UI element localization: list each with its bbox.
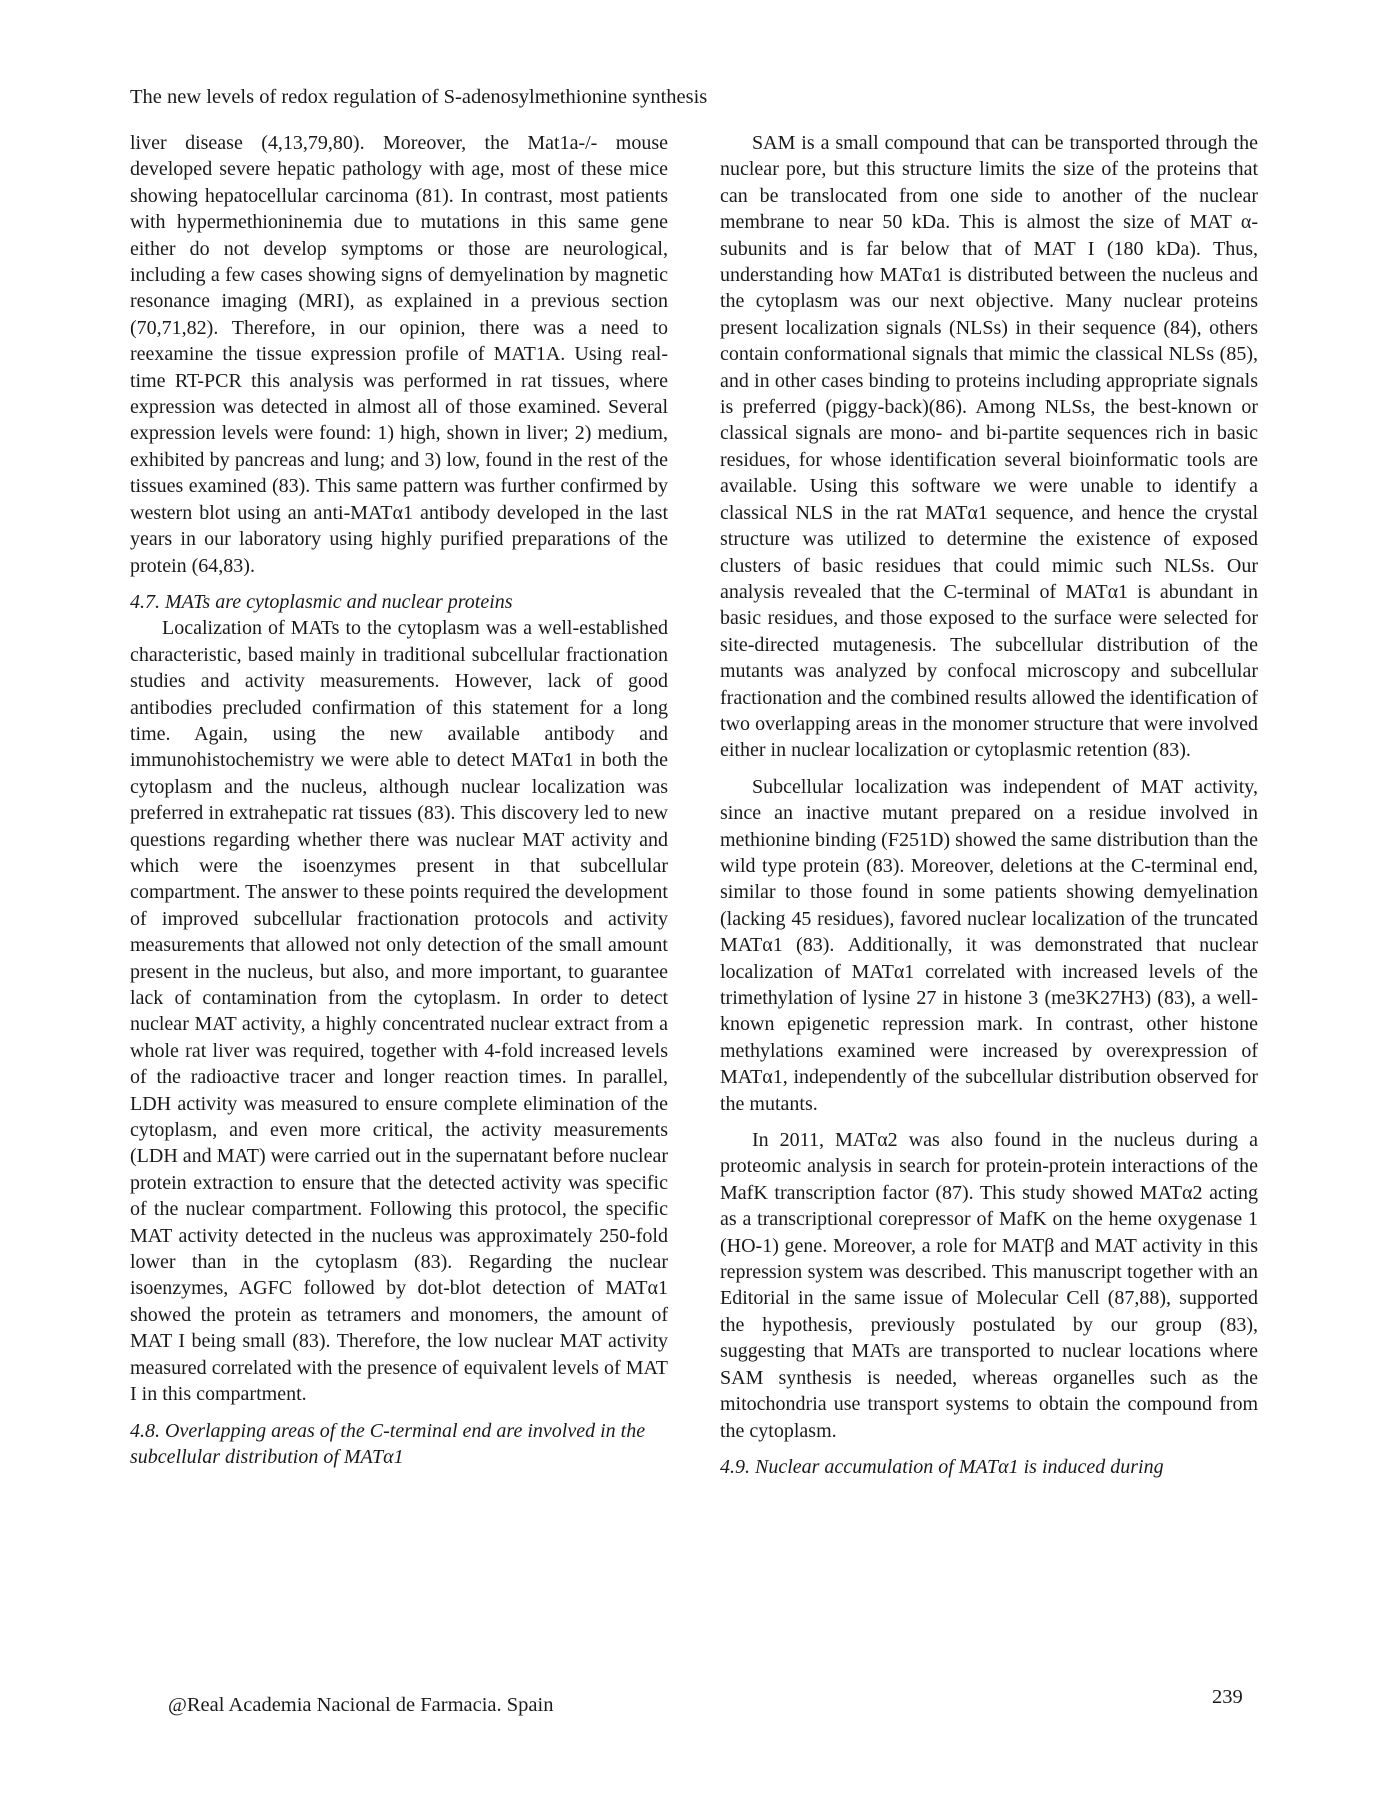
section-heading-4-7: 4.7. MATs are cytoplasmic and nuclear proteins xyxy=(130,590,513,613)
footer-publisher: @Real Academia Nacional de Farmacia. Spain xyxy=(168,1694,554,1716)
left-column xyxy=(130,130,668,1470)
paragraph: In 2011, MATα2 was also found in the nucleus during a proteomic analysis in search for protein-protein interactions of the MafK transcription factor (87). This study showed MATα2 acting as a transcriptional corepressor of MafK on the heme oxygenase 1 (HO-1) gene. Moreover, a role for MATβ and MAT activity in this repression system was described. This manuscript together with an Editorial in the same issue of Molecular Cell (87,88), supported the hypothesis, previously postulated by our group (83), suggesting that MATs are transported to nuclear locations where SAM synthesis is needed, whereas organelles such as the mitochondria use transport systems to obtain the compound from the cytoplasm. xyxy=(720,1129,1258,1442)
right-column xyxy=(720,130,1258,1480)
section-heading-4-9: 4.9. Nuclear accumulation of MATα1 is induced during xyxy=(720,1455,1164,1478)
paragraph: liver disease (4,13,79,80). Moreover, the Mat1a-/- mouse developed severe hepatic pathology with age, most of these mice showing hepatocellular carcinoma (81). In contrast, most patients with hypermethioninemia due to mutations in this same gene either do not develop symptoms or those are neurological, including a few cases showing signs of demyelination by magnetic resonance imaging (MRI), as explained in a previous section (70,71,82). Therefore, in our opinion, there was a need to reexamine the tissue expression profile of MAT1A. Using real-time RT-PCR this analysis was performed in rat tissues, where expression was detected in almost all of those examined. Several expression levels were found: 1) high, shown in liver; 2) medium, exhibited by pancreas and lung; and 3) low, found in the rest of the tissues examined (83). This same pattern was further confirmed by western blot using an anti-MATα1 antibody developed in the last years in our laboratory using highly purified preparations of the protein (64,83). xyxy=(130,132,668,577)
paragraph: Subcellular localization was independent of MAT activity, since an inactive mutant prepared on a residue involved in methionine binding (F251D) showed the same distribution than the wild type protein (83). Moreover, deletions at the C-terminal end, similar to those found in some patients showing demyelination (lacking 45 residues), favored nuclear localization of the truncated MATα1 (83). Additionally, it was demonstrated that nuclear localization of MATα1 correlated with increased levels of the trimethylation of lysine 27 in histone 3 (me3K27H3) (83), a well-known epigenetic repression mark. In contrast, other histone methylations examined were increased by overexpression of MATα1, independently of the subcellular distribution observed for the mutants. xyxy=(720,775,1258,1115)
section-heading-4-8: 4.8. Overlapping areas of the C-terminal end are involved in the subcellular distribution of MATα1 xyxy=(130,1419,646,1468)
page-number: 239 xyxy=(1212,1686,1243,1708)
paragraph: Localization of MATs to the cytoplasm was a well-established characteristic, based mainly in traditional subcellular fractionation studies and activity measurements. However, lack of good antibodies precluded confirmation of this statement for a long time. Again, using the new available antibody and immunohistochemistry we were able to detect MATα1 in both the cytoplasm and the nucleus, although nuclear localization was preferred in extrahepatic rat tissues (83). This discovery led to new questions regarding whether there was nuclear MAT activity and which were the isoenzymes present in that subcellular compartment. The answer to these points required the development of improved subcellular fractionation protocols and activity measurements that allowed not only detection of the small amount present in the nucleus, but also, and more important, to guarantee lack of contamination from the cytoplasm. In order to detect nuclear MAT activity, a highly concentrated nuclear extract from a whole rat liver was required, together with 4-fold increased levels of the radioactive tracer and longer reaction times. In parallel, LDH activity was measured to ensure complete elimination of the cytoplasm, and even more critical, the activity measurements (LDH and MAT) were carried out in the supernatant before nuclear protein extraction to ensure that the detected activity was specific of the nuclear compartment. Following this protocol, the specific MAT activity detected in the nucleus was approximately 250-fold lower than in the cytoplasm (83). Regarding the nuclear isoenzymes, AGFC followed by dot-blot detection of MATα1 showed the protein as tetramers and monomers, the amount of MAT I being small (83). Therefore, the low nuclear MAT activity measured correlated with the presence of equivalent levels of MAT I in this compartment. xyxy=(130,617,668,1406)
paragraph: SAM is a small compound that can be transported through the nuclear pore, but this structure limits the size of the proteins that can be translocated from one side to another of the nuclear membrane to near 50 kDa. This is almost the size of MAT α-subunits and is far below that of MAT I (180 kDa). Thus, understanding how MATα1 is distributed between the nucleus and the cytoplasm was our next objective. Many nuclear proteins present localization signals (NLSs) in their sequence (84), others contain conformational signals that mimic the classical NLSs (85), and in other cases binding to proteins including appropriate signals is preferred (piggy-back)(86). Among NLSs, the best-known or classical signals are mono- and bi-partite sequences rich in basic residues, for whose identification several bioinformatic tools are available. Using this software we were unable to identify a classical NLS in the rat MATα1 sequence, and hence the crystal structure was utilized to determine the existence of exposed clusters of basic residues that could mimic such NLSs. Our analysis revealed that the C-terminal of MATα1 is abundant in basic residues, and those exposed to the surface were selected for site-directed mutagenesis. The subcellular distribution of the mutants was analyzed by confocal microscopy and subcellular fractionation and the combined results allowed the identification of two overlapping areas in the monomer structure that were involved either in nuclear localization or cytoplasmic retention (83). xyxy=(720,132,1258,762)
running-head: The new levels of redox regulation of S-adenosylmethionine synthesis xyxy=(130,86,708,108)
